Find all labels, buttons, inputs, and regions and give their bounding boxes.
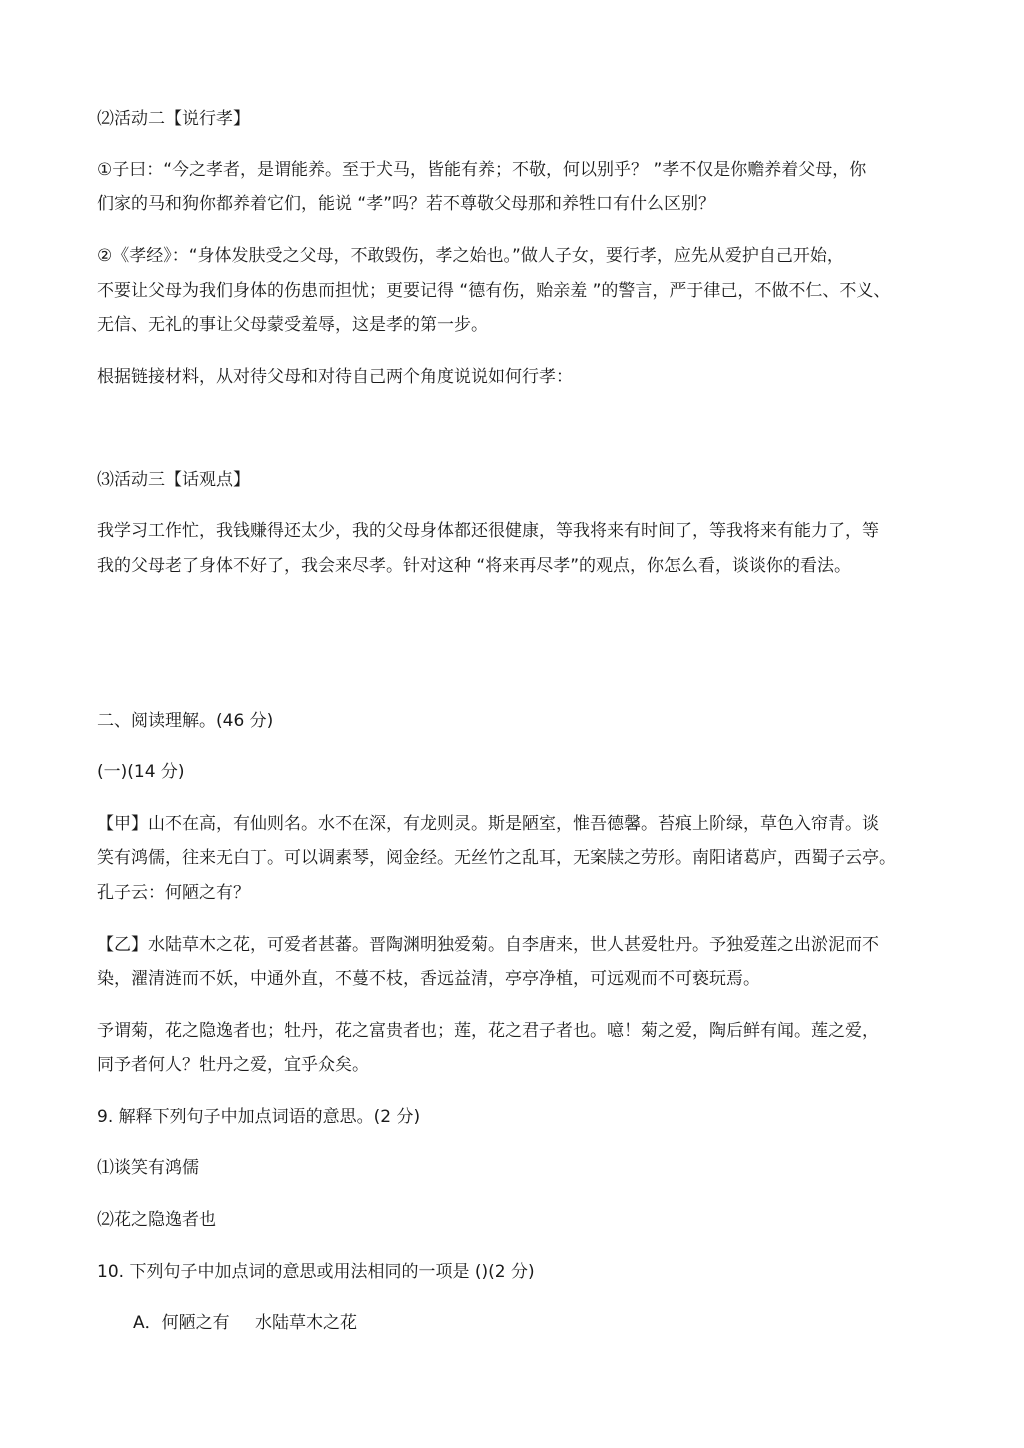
- activity2-p1-line2: 们家的马和狗你都养着它们，能说 “孝”吗？若不尊敬父母那和养牲口有什么区别？: [97, 194, 716, 214]
- passage-yi-line1: 【乙】水陆草木之花，可爱者甚蕃。晋陶渊明独爱菊。自李唐来，世人甚爱牡丹。予独爱莲之出淤泥而不: [97, 935, 879, 955]
- question-9-stem: 9. 解释下列句子中加点词语的意思。(2 分): [97, 1107, 421, 1127]
- option-a-right: 水陆草木之花: [255, 1313, 357, 1333]
- activity3-heading: ⑶活动三【话观点】: [97, 470, 250, 490]
- passage-jia-line1: 【甲】山不在高，有仙则名。水不在深，有龙则灵。斯是陋室，惟吾德馨。苔痕上阶绿，草色入帘青。谈: [97, 814, 879, 834]
- question-10-stem: 10. 下列句子中加点词的意思或用法相同的一项是 ()(2 分): [97, 1262, 535, 1282]
- section2-subheading: (一)(14 分): [97, 762, 185, 782]
- passage-jia-line3: 孔子云：何陋之有？: [97, 883, 250, 903]
- activity2-question: 根据链接材料，从对待父母和对待自己两个角度说说如何行孝：: [97, 367, 573, 387]
- activity2-heading: ⑵活动二【说行孝】: [97, 109, 250, 129]
- activity3-p1-line2: 我的父母老了身体不好了，我会来尽孝。针对这种 “将来再尽孝”的观点，你怎么看，谈谈你的看法。: [97, 556, 852, 576]
- question-9-item1: ⑴谈笑有鸿儒: [97, 1158, 199, 1178]
- activity2-p2-line1: ②《孝经》：“身体发肤受之父母，不敢毁伤，孝之始也。”做人子女，要行孝，应先从爱护自己开始，: [97, 246, 844, 266]
- activity3-p1-line1: 我学习工作忙，我钱赚得还太少，我的父母身体都还很健康，等我将来有时间了，等我将来有能力了，等: [97, 521, 879, 541]
- question-9-item2: ⑵花之隐逸者也: [97, 1210, 216, 1230]
- question-10-option-a: [133, 1312, 964, 1334]
- activity2-p1-line1: ①子曰：“今之孝者，是谓能养。至于犬马，皆能有养；不敬，何以别乎？ ”孝不仅是你赡养着父母，你: [97, 160, 867, 180]
- passage-yi2-line2: 同予者何人？牡丹之爱，宜乎众矣。: [97, 1055, 369, 1075]
- passage-yi2-line1: 予谓菊，花之隐逸者也；牡丹，花之富贵者也；莲，花之君子者也。噫！菊之爱，陶后鲜有闻。莲之爱，: [97, 1021, 879, 1041]
- activity2-p2-line2: 不要让父母为我们身体的伤患而担忧；更要记得 “德有伤，贻亲羞 ”的警言，严于律己，不做不仁、不义、: [97, 281, 891, 301]
- option-a-left: A．何陋之有: [133, 1313, 230, 1333]
- passage-yi-line2: 染，濯清涟而不妖，中通外直，不蔓不枝，香远益清，亭亭净植，可远观而不可亵玩焉。: [97, 969, 760, 989]
- passage-jia-line2: 笑有鸿儒，往来无白丁。可以调素琴，阅金经。无丝竹之乱耳，无案牍之劳形。南阳诸葛庐，西蜀子云亭。: [97, 848, 896, 868]
- activity2-p2-line3: 无信、无礼的事让父母蒙受羞辱，这是孝的第一步。: [97, 315, 488, 335]
- section2-heading: 二、阅读理解。(46 分): [97, 711, 274, 731]
